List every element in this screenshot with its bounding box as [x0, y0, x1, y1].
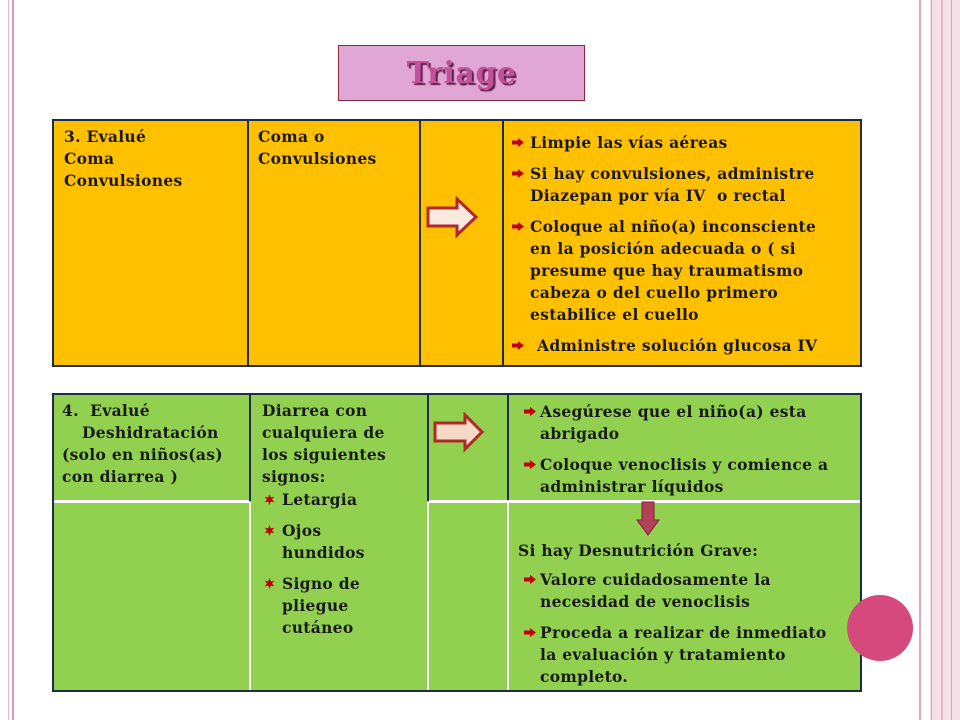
bullet-arrow-icon — [524, 628, 536, 637]
star-bullet-icon — [264, 578, 275, 589]
table-coma-step — [64, 126, 244, 192]
list-item — [524, 622, 860, 688]
right-border-line — [919, 0, 921, 720]
action-text: Asegúrese que el niño(a) esta abrigado — [540, 402, 807, 443]
table-desh-divider-2 — [427, 393, 429, 501]
star-bullet-icon — [264, 525, 275, 536]
table-desh-malnutrition — [518, 540, 860, 688]
action-text: Coloque al niño(a) inconsciente en la posición adecuada o ( si presume que hay traumatismo cabeza o del cuello primero estabilice el cuello — [530, 217, 817, 324]
right-arrow-icon — [424, 196, 480, 240]
table-desh-row-separator-left — [54, 500, 249, 503]
action-text: Si hay convulsiones, administre Diazepan por vía IV o rectal — [530, 164, 815, 205]
bullet-arrow-icon — [524, 460, 536, 469]
list-item — [512, 163, 860, 207]
table-coma-actions — [512, 132, 860, 366]
action-text: Proceda a realizar de inmediato la evaluación y tratamiento completo. — [540, 623, 827, 686]
table-desh-row2-divider-2 — [427, 502, 429, 690]
right-band-line-1 — [931, 0, 932, 720]
table-desh-row2-divider-3 — [507, 502, 509, 690]
sign-text: Letargia — [282, 490, 358, 509]
list-item — [264, 520, 424, 564]
action-text: Coloque venoclisis y comience a administrar líquidos — [540, 455, 829, 496]
table-desh-divider-1 — [249, 393, 251, 501]
slide-title: Triage — [406, 55, 517, 91]
table-desh-sign-intro: Diarrea con cualquiera de los siguientes signos: — [262, 401, 387, 486]
action-text: Valore cuidadosamente la necesidad de venoclisis — [540, 570, 771, 611]
title-box — [338, 45, 585, 101]
table-desh-actions — [524, 401, 860, 507]
bullet-arrow-icon — [512, 222, 524, 231]
list-item — [512, 335, 860, 357]
step-line: 4. Evalué — [62, 401, 150, 420]
table-desh-signs — [264, 489, 424, 648]
left-border-line-inner — [12, 0, 14, 720]
step-line: Convulsiones — [64, 171, 183, 190]
table-desh-divider-3 — [507, 393, 509, 501]
step-line: Deshidratación — [82, 423, 219, 442]
table-coma-divider-2 — [419, 119, 421, 367]
step-line: Coma — [64, 149, 115, 168]
left-border-line-outer — [8, 0, 9, 720]
table-coma-sign: Coma o Convulsiones — [258, 127, 377, 168]
list-item — [512, 216, 860, 326]
decorative-circle — [847, 595, 913, 661]
right-band-line-2 — [941, 0, 943, 720]
table-coma-divider-1 — [247, 119, 249, 367]
right-border-band — [930, 0, 960, 720]
step-line: 3. Evalué — [64, 127, 147, 146]
star-bullet-icon — [264, 494, 275, 505]
bullet-arrow-icon — [512, 169, 524, 178]
list-item — [524, 401, 860, 445]
malnutrition-actions — [524, 569, 860, 688]
bullet-arrow-icon — [512, 138, 524, 147]
list-item — [264, 489, 424, 511]
sign-text: Ojos hundidos — [282, 521, 365, 562]
list-item — [264, 573, 424, 639]
bullet-arrow-icon — [524, 407, 536, 416]
table-coma-divider-3 — [502, 119, 504, 367]
malnutrition-heading: Si hay Desnutrición Grave: — [518, 541, 759, 560]
step-line: con diarrea ) — [62, 467, 179, 486]
bullet-arrow-icon — [512, 341, 524, 350]
table-desh-step — [62, 400, 248, 488]
right-band-line-3 — [951, 0, 952, 720]
list-item — [524, 569, 860, 613]
sign-text: Signo de pliegue cutáneo — [282, 574, 361, 637]
down-arrow-icon — [634, 500, 662, 538]
table-desh-row2-divider-1 — [249, 502, 251, 690]
right-arrow-icon — [431, 412, 487, 454]
bullet-arrow-icon — [524, 575, 536, 584]
action-text: Administre solución glucosa IV — [537, 336, 818, 355]
list-item — [524, 454, 860, 498]
action-text: Limpie las vías aéreas — [530, 133, 728, 152]
step-line: (solo en niños(as) — [62, 445, 223, 464]
list-item — [512, 132, 860, 154]
